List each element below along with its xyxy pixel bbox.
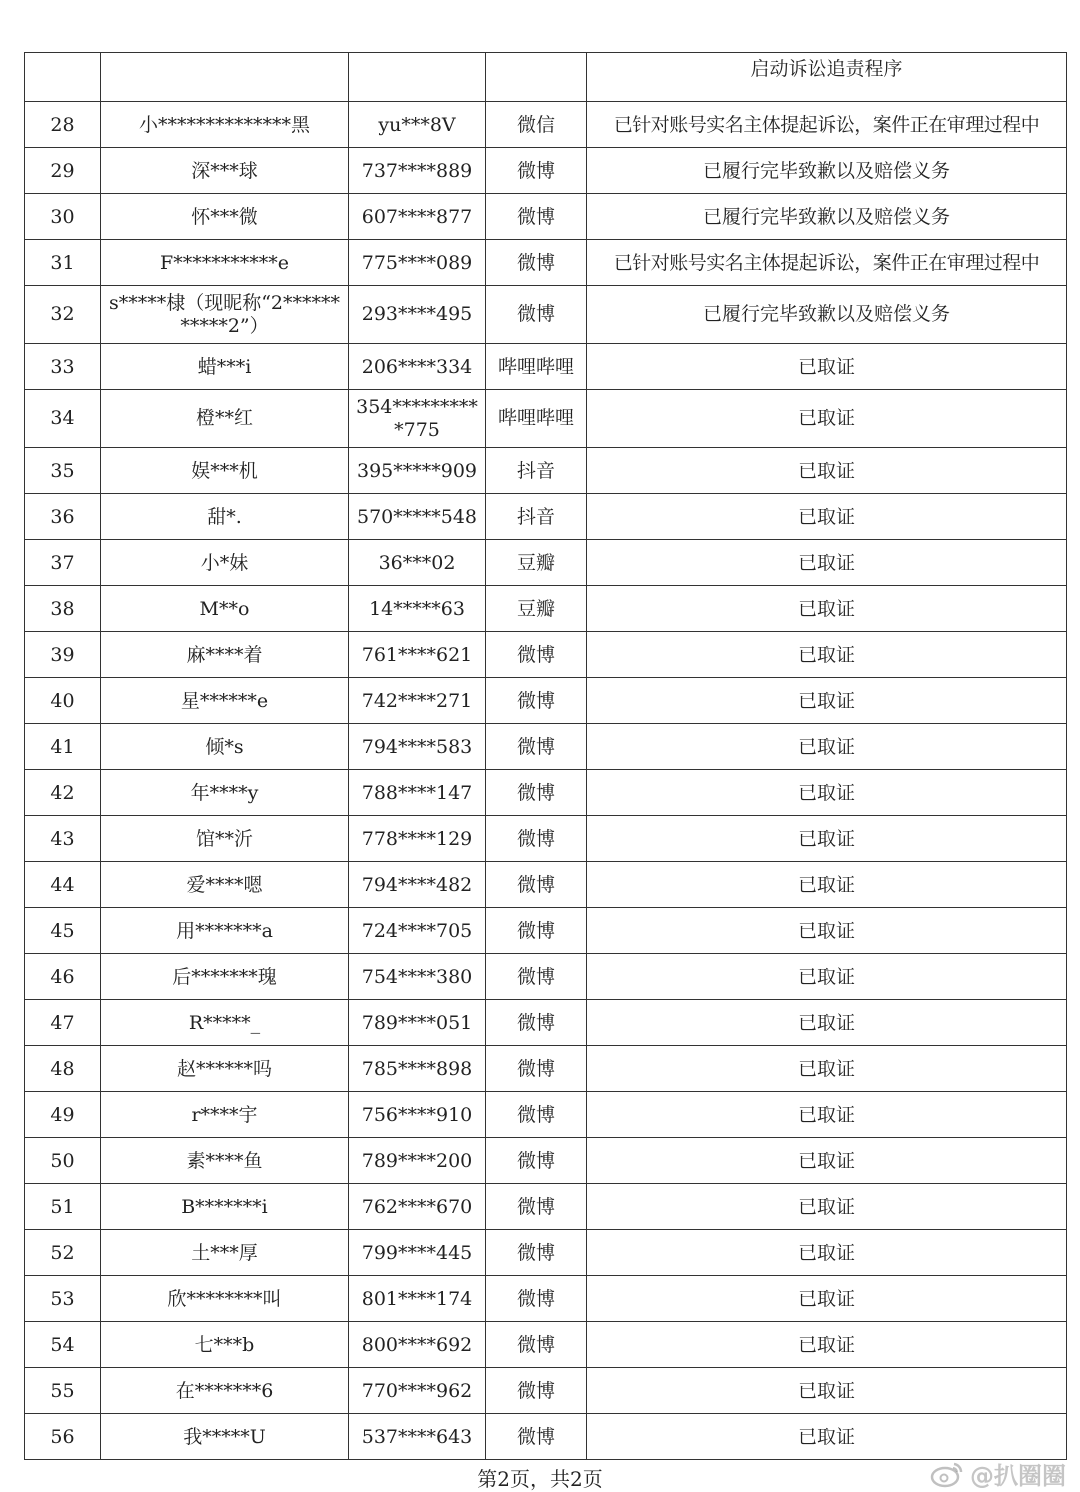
cell-number: 40 [25,678,101,724]
table-row [25,770,1067,816]
cell-platform: 微博 [486,1414,587,1460]
cell-platform: 微博 [486,770,587,816]
cell-status: 已取证 [587,954,1067,1000]
table-row [25,1322,1067,1368]
table-row [25,816,1067,862]
cell-status: 已取证 [587,908,1067,954]
cell-nickname: 怀***微 [101,194,349,240]
table-row [25,344,1067,390]
cell-account: 395*****909 [349,448,486,494]
weibo-icon [930,1460,964,1488]
cell-platform: 微博 [486,1276,587,1322]
cell-status: 已取证 [587,1138,1067,1184]
cell-platform: 微博 [486,1046,587,1092]
cell-account: 754****380 [349,954,486,1000]
cell-nickname: 赵******吗 [101,1046,349,1092]
cell-status: 已取证 [587,1092,1067,1138]
cell-platform: 微博 [486,1092,587,1138]
table-row [25,862,1067,908]
page-number: 第2页，共2页 [477,1467,603,1491]
table-row [25,586,1067,632]
cell-nickname: 小*妹 [101,540,349,586]
source-watermark [930,1456,1066,1491]
cell-platform: 豆瓣 [486,540,587,586]
table-row [25,1368,1067,1414]
cell-status: 已取证 [587,494,1067,540]
table-row [25,1138,1067,1184]
cell-number: 35 [25,448,101,494]
cell-status: 已取证 [587,1414,1067,1460]
header-cell-platform [486,53,587,102]
cell-account: 801****174 [349,1276,486,1322]
cell-number: 39 [25,632,101,678]
table-row [25,102,1067,148]
cell-number: 47 [25,1000,101,1046]
cell-account: 761****621 [349,632,486,678]
cell-nickname: 在*******6 [101,1368,349,1414]
cell-nickname: 土***厚 [101,1230,349,1276]
watermark-handle: @扒圈圈 [970,1462,1066,1490]
cell-status: 已取证 [587,1000,1067,1046]
cell-number: 45 [25,908,101,954]
cell-nickname: 小**************黑 [101,102,349,148]
cell-number: 32 [25,286,101,344]
header-cell-nickname [101,53,349,102]
cell-number: 55 [25,1368,101,1414]
cell-nickname: 馆**沂 [101,816,349,862]
cell-nickname: F***********e [101,240,349,286]
table-header-row [25,53,1067,102]
cell-status: 已针对账号实名主体提起诉讼，案件正在审理过程中 [587,240,1067,286]
cell-account: 794****482 [349,862,486,908]
cell-account: yu***8V [349,102,486,148]
table-row [25,1000,1067,1046]
cell-platform: 微博 [486,862,587,908]
cell-nickname: r****宇 [101,1092,349,1138]
table-row [25,1414,1067,1460]
cell-account: 570*****548 [349,494,486,540]
cell-number: 46 [25,954,101,1000]
cell-nickname: 七***b [101,1322,349,1368]
cell-account: 537****643 [349,1414,486,1460]
cell-status: 已取证 [587,540,1067,586]
cell-account: 14*****63 [349,586,486,632]
cell-account: 354**********775 [349,390,486,448]
table-row [25,494,1067,540]
table-row [25,1046,1067,1092]
cell-number: 34 [25,390,101,448]
cell-account: 789****051 [349,1000,486,1046]
header-cell-number [25,53,101,102]
cell-platform: 微博 [486,678,587,724]
cell-account: 742****271 [349,678,486,724]
cell-nickname: 倾*s [101,724,349,770]
cell-number: 42 [25,770,101,816]
cell-status: 已取证 [587,1230,1067,1276]
cell-nickname: 用*******a [101,908,349,954]
table-row [25,1230,1067,1276]
document-page [24,52,1066,1460]
cell-status: 已取证 [587,724,1067,770]
cell-nickname: R*****_ [101,1000,349,1046]
cell-nickname: 后*******瑰 [101,954,349,1000]
table-row [25,724,1067,770]
table-row [25,540,1067,586]
cell-number: 56 [25,1414,101,1460]
cell-platform: 哔哩哔哩 [486,390,587,448]
cell-account: 206****334 [349,344,486,390]
cell-nickname: 星******e [101,678,349,724]
cell-nickname: 爱****嗯 [101,862,349,908]
table-row [25,286,1067,344]
cell-status: 已履行完毕致歉以及赔偿义务 [587,148,1067,194]
cell-account: 800****692 [349,1322,486,1368]
table-row [25,1092,1067,1138]
cell-status: 已取证 [587,816,1067,862]
cell-number: 51 [25,1184,101,1230]
cell-account: 794****583 [349,724,486,770]
cell-platform: 微博 [486,194,587,240]
cell-nickname: 素****鱼 [101,1138,349,1184]
cell-number: 50 [25,1138,101,1184]
header-cell-account [349,53,486,102]
cell-number: 31 [25,240,101,286]
table-row [25,954,1067,1000]
table-row [25,1276,1067,1322]
cell-nickname: 我*****U [101,1414,349,1460]
table-row [25,908,1067,954]
cell-number: 41 [25,724,101,770]
cell-account: 770****962 [349,1368,486,1414]
cell-number: 52 [25,1230,101,1276]
cell-account: 607****877 [349,194,486,240]
cell-platform: 微博 [486,632,587,678]
cell-account: 788****147 [349,770,486,816]
cell-platform: 微博 [486,724,587,770]
cell-number: 37 [25,540,101,586]
cell-platform: 哔哩哔哩 [486,344,587,390]
cell-account: 737****889 [349,148,486,194]
cell-status: 已取证 [587,632,1067,678]
table-row [25,148,1067,194]
table-row [25,448,1067,494]
cell-status: 已取证 [587,390,1067,448]
evidence-table [24,52,1067,1460]
cell-nickname: 麻****着 [101,632,349,678]
cell-platform: 微博 [486,816,587,862]
table-row [25,1184,1067,1230]
cell-platform: 微博 [486,954,587,1000]
table-row [25,194,1067,240]
table-row [25,390,1067,448]
cell-platform: 微博 [486,148,587,194]
cell-status: 已履行完毕致歉以及赔偿义务 [587,286,1067,344]
cell-nickname: 深***球 [101,148,349,194]
cell-platform: 微博 [486,1184,587,1230]
cell-status: 已取证 [587,1046,1067,1092]
cell-platform: 豆瓣 [486,586,587,632]
cell-status: 已取证 [587,678,1067,724]
cell-status: 已取证 [587,1276,1067,1322]
cell-account: 778****129 [349,816,486,862]
cell-status: 已取证 [587,344,1067,390]
cell-platform: 微博 [486,286,587,344]
cell-nickname: 蜡***i [101,344,349,390]
cell-account: 789****200 [349,1138,486,1184]
cell-status: 已履行完毕致歉以及赔偿义务 [587,194,1067,240]
cell-nickname: M**o [101,586,349,632]
cell-account: 762****670 [349,1184,486,1230]
cell-platform: 微博 [486,1322,587,1368]
cell-number: 44 [25,862,101,908]
cell-status: 已取证 [587,1184,1067,1230]
cell-platform: 微博 [486,240,587,286]
cell-nickname: 欣********叫 [101,1276,349,1322]
cell-status: 已针对账号实名主体提起诉讼，案件正在审理过程中 [587,102,1067,148]
header-cell-status: 启动诉讼追责程序 [587,53,1067,102]
cell-number: 28 [25,102,101,148]
cell-account: 293****495 [349,286,486,344]
cell-status: 已取证 [587,1322,1067,1368]
cell-number: 38 [25,586,101,632]
cell-account: 756****910 [349,1092,486,1138]
cell-status: 已取证 [587,862,1067,908]
cell-number: 53 [25,1276,101,1322]
cell-number: 49 [25,1092,101,1138]
cell-nickname: B*******i [101,1184,349,1230]
table-row [25,240,1067,286]
cell-nickname: 年****y [101,770,349,816]
cell-nickname: s*****棣（现昵称“2***********2”） [101,286,349,344]
cell-account: 799****445 [349,1230,486,1276]
cell-number: 33 [25,344,101,390]
cell-account: 724****705 [349,908,486,954]
cell-status: 已取证 [587,448,1067,494]
cell-nickname: 橙**红 [101,390,349,448]
cell-number: 36 [25,494,101,540]
cell-nickname: 娱***机 [101,448,349,494]
cell-nickname: 甜*. [101,494,349,540]
table-row [25,632,1067,678]
cell-platform: 微博 [486,908,587,954]
cell-account: 775****089 [349,240,486,286]
cell-number: 48 [25,1046,101,1092]
cell-status: 已取证 [587,770,1067,816]
cell-platform: 微博 [486,1138,587,1184]
cell-status: 已取证 [587,586,1067,632]
cell-number: 30 [25,194,101,240]
cell-platform: 抖音 [486,448,587,494]
table-row [25,678,1067,724]
cell-account: 36***02 [349,540,486,586]
cell-platform: 微博 [486,1368,587,1414]
cell-number: 43 [25,816,101,862]
cell-number: 29 [25,148,101,194]
cell-platform: 微信 [486,102,587,148]
cell-status: 已取证 [587,1368,1067,1414]
cell-number: 54 [25,1322,101,1368]
cell-account: 785****898 [349,1046,486,1092]
cell-platform: 抖音 [486,494,587,540]
cell-platform: 微博 [486,1230,587,1276]
table-body [25,53,1067,1460]
cell-platform: 微博 [486,1000,587,1046]
